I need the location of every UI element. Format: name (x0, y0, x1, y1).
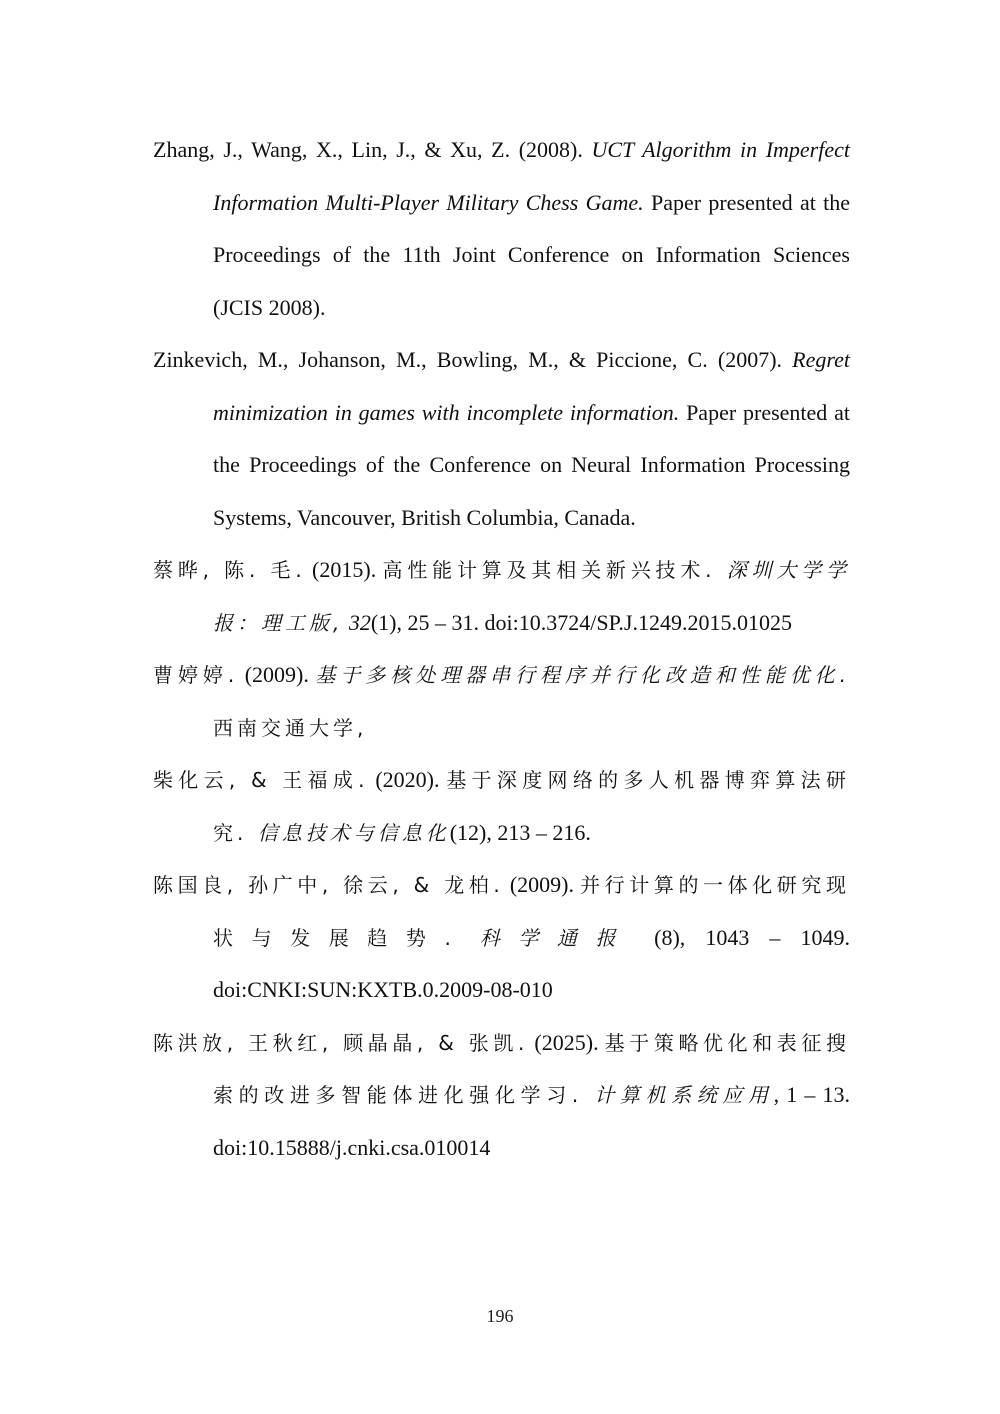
reference-list (153, 124, 850, 1174)
reference-authors: 曹婷婷. (153, 663, 239, 687)
reference-article: 基于策略优化和表征搜索的改进多智能体进化强化学习. (213, 1030, 850, 1107)
reference-tail: (8), 1043 – 1049. doi:CNKI:SUN:KXTB.0.2009-08-010 (213, 924, 850, 1002)
reference-year: (2025). (528, 1029, 605, 1055)
reference-authors: 蔡晔, 陈. 毛. (153, 558, 306, 582)
reference-year: (2020). (368, 767, 447, 792)
reference-year: (2009). (503, 872, 581, 897)
reference-title: Regret minimization in games with incomplete information. (213, 347, 850, 425)
reference-text: Zinkevich, M., Johanson, M., Bowling, M., & Piccione, C. (2007). (153, 347, 793, 372)
reference-year: (2009). (238, 662, 316, 687)
reference-text: Paper presented at the Proceedings of the 11th Joint Conference on Information Sciences (JCIS 2008). (213, 189, 850, 320)
page-number: 196 (486, 1306, 514, 1326)
reference-tail: (12), 213 – 216. (449, 819, 591, 845)
reference-volume: 32 (343, 609, 371, 635)
reference-article: 高性能计算及其相关新兴技术. (382, 558, 716, 582)
reference-zhang-2008 (153, 124, 850, 334)
reference-tail: , 1 – 13. doi:10.15888/j.cnki.csa.010014 (213, 1082, 851, 1160)
reference-cao-2009 (153, 649, 850, 754)
reference-chai-2020 (153, 754, 850, 859)
reference-tail: 西南交通大学, (213, 715, 368, 740)
reference-authors: 陈洪放, 王秋红, 顾晶晶, & 张凯. (153, 1030, 529, 1055)
reference-chen-2009 (153, 859, 850, 1017)
reference-title: UCT Algorithm in Imperfect Information Multi-Player Military Chess Game. (213, 137, 850, 215)
reference-journal: 科学通报 (454, 925, 635, 950)
reference-authors: 陈国良, 孙广中, 徐云, & 龙柏. (153, 873, 504, 897)
reference-article: 基于深度网络的多人机器博弈算法研究. (213, 768, 850, 845)
reference-text: Paper presented at the Proceedings of the Conference on Neural Information Processing Systems, Vancouver, British Columbia, Canada. (213, 399, 851, 530)
reference-authors: 柴化云, & 王福成. (153, 768, 369, 792)
reference-tail: (1), 25 – 31. doi:10.3724/SP.J.1249.2015.01025 (370, 609, 792, 635)
reference-zinkevich-2007 (153, 334, 850, 544)
reference-text: Zhang, J., Wang, X., Lin, J., & Xu, Z. (2008). (153, 137, 592, 162)
reference-chen-2025 (153, 1017, 850, 1175)
reference-journal: 深圳大学学报：理工版, (213, 558, 851, 635)
reference-journal: 信息技术与信息化 (247, 820, 450, 845)
reference-year: (2015). (305, 557, 383, 582)
reference-journal: 计算机系统应用 (582, 1083, 774, 1107)
reference-article: 并行计算的一体化研究现状与发展趋势. (213, 873, 850, 950)
reference-title: 基于多核处理器串行程序并行化改造和性能优化. (315, 663, 851, 687)
reference-cai-2015 (153, 544, 850, 649)
